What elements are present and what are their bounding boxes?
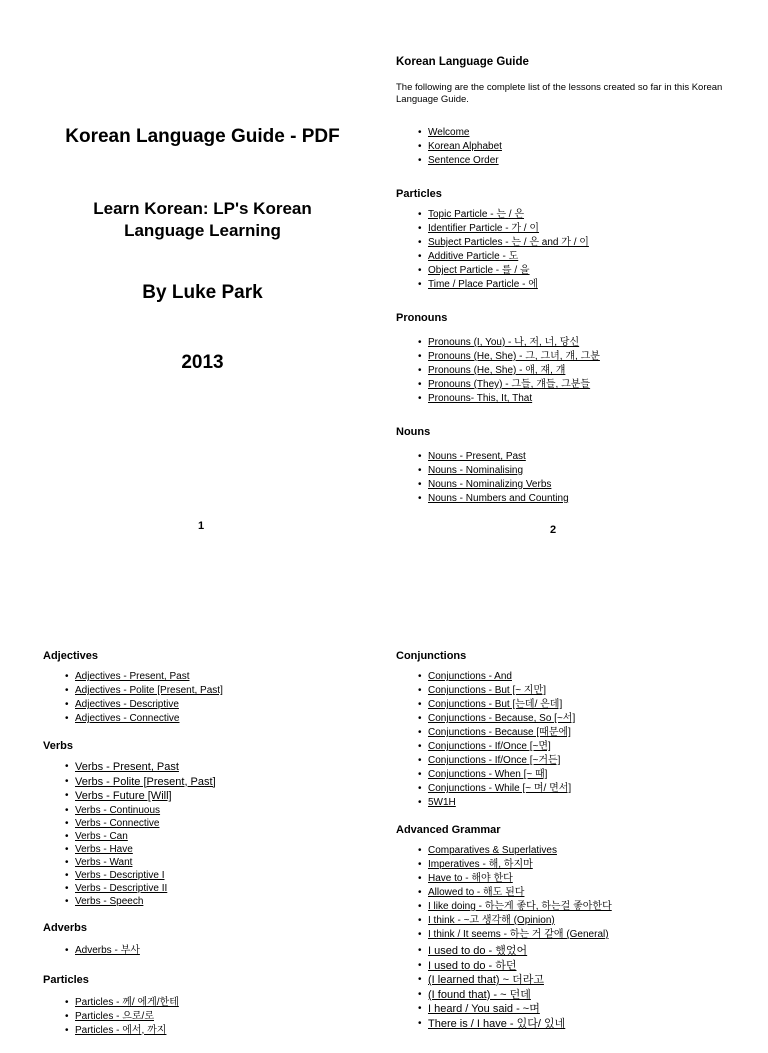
list-item: [75, 996, 373, 1010]
lesson-link[interactable]: Nouns - Present, Past: [428, 451, 526, 462]
lesson-link[interactable]: Adverbs - 부사: [75, 944, 140, 956]
list-item: [428, 712, 746, 726]
section-heading-adjectives: Adjectives: [43, 650, 99, 662]
verbs-list-primary: [43, 760, 373, 804]
lesson-link[interactable]: Verbs - Descriptive II: [75, 882, 168, 894]
lesson-link[interactable]: There is / I have - 있다/ 있네: [428, 1017, 566, 1030]
list-item: [428, 264, 736, 278]
section-heading-nouns: Nouns: [396, 426, 431, 438]
lesson-link[interactable]: Particles - 에서, 까지: [75, 1024, 167, 1036]
list-item: [75, 944, 373, 958]
list-item: [428, 492, 736, 506]
conjunctions-list: [396, 670, 746, 810]
lesson-link[interactable]: Verbs - Descriptive I: [75, 869, 165, 881]
list-item: [428, 236, 736, 250]
list-item: [428, 278, 736, 292]
list-item: [428, 336, 736, 350]
list-item: [75, 869, 373, 882]
lesson-link[interactable]: Verbs - Can: [75, 830, 128, 842]
advanced-grammar-list: [396, 844, 746, 942]
lesson-link[interactable]: Conjunctions - Because [때문에]: [428, 727, 571, 738]
adjectives-list: [43, 670, 373, 726]
lesson-link[interactable]: Conjunctions - But [~ 지만]: [428, 685, 546, 696]
lesson-link[interactable]: Korean Alphabet: [428, 141, 502, 152]
list-item: [428, 754, 746, 768]
lesson-link[interactable]: Object Particle - 를 / 을: [428, 265, 530, 276]
lesson-link[interactable]: I think - ~고 생각해 (Opinion): [428, 915, 555, 926]
cover-page: [40, 126, 365, 374]
section-heading-pronouns: Pronouns: [396, 312, 448, 324]
lesson-link[interactable]: Allowed to - 해도 된다: [428, 887, 525, 898]
list-item: [75, 817, 373, 830]
lesson-link[interactable]: Nouns - Numbers and Counting: [428, 493, 569, 504]
list-item: [75, 775, 373, 790]
lesson-link[interactable]: Particles - 께/ 에게/한테: [75, 996, 179, 1008]
list-item: [75, 712, 373, 726]
list-item: [75, 670, 373, 684]
list-item: [428, 698, 746, 712]
lesson-link[interactable]: I like doing - 하는게 좋다, 하는걸 좋아한다: [428, 901, 612, 912]
lesson-link[interactable]: Particles - 으로/로: [75, 1010, 154, 1022]
list-item: [428, 782, 746, 796]
lesson-link[interactable]: Verbs - Continuous: [75, 804, 161, 816]
nouns-list: [396, 450, 736, 506]
lesson-link[interactable]: Conjunctions - If/Once [~거든]: [428, 755, 561, 766]
list-item: [428, 973, 746, 988]
list-item: [428, 154, 736, 168]
section-heading-particles: Particles: [43, 973, 89, 986]
page-4: [396, 650, 746, 1046]
particles-list: [396, 208, 736, 292]
list-item: [428, 378, 736, 392]
lesson-link[interactable]: I used to do - 하던: [428, 959, 517, 972]
list-item: [75, 804, 373, 817]
list-item: [75, 856, 373, 869]
lesson-link[interactable]: Conjunctions - And: [428, 671, 512, 682]
list-item: [428, 670, 746, 684]
list-item: [75, 882, 373, 895]
adverbs-list: [43, 944, 373, 958]
list-item: [428, 768, 746, 782]
list-item: [75, 1010, 373, 1024]
list-item: [428, 350, 736, 364]
list-item: [428, 1002, 746, 1017]
list-item: [428, 250, 736, 264]
list-item: [428, 726, 746, 740]
page-3: [43, 650, 373, 1053]
lesson-link[interactable]: Adjectives - Polite [Present, Past]: [75, 685, 223, 696]
lesson-link[interactable]: Verbs - Polite [Present, Past]: [75, 775, 216, 788]
page-2: [396, 56, 736, 521]
advanced-grammar-list-continued: [396, 944, 746, 1031]
lesson-link[interactable]: Pronouns (I, You) - 나, 저, 너, 당신: [428, 337, 580, 348]
list-item: [428, 872, 746, 886]
list-item: [75, 1024, 373, 1038]
list-item: [428, 140, 736, 154]
list-item: [428, 222, 736, 236]
lesson-link[interactable]: Nouns - Nominalizing Verbs: [428, 479, 552, 490]
lesson-link[interactable]: Welcome: [428, 127, 470, 138]
lesson-link[interactable]: (I learned that) ~ 더라고: [428, 974, 544, 986]
list-item: [428, 392, 736, 406]
list-item: [428, 364, 736, 378]
lesson-link[interactable]: Conjunctions - If/Once [~면]: [428, 741, 551, 752]
lesson-link[interactable]: Verbs - Present, Past: [75, 761, 179, 773]
page-number: 2: [550, 524, 557, 536]
section-heading-verbs: Verbs: [43, 740, 73, 752]
lesson-link[interactable]: Pronouns (He, She) - 그, 그녀, 걔, 그분: [428, 351, 600, 362]
lesson-link[interactable]: Comparatives & Superlatives: [428, 845, 557, 856]
lesson-link[interactable]: Nouns - Nominalising: [428, 465, 524, 476]
lesson-link[interactable]: (I found that) - ~ 던데: [428, 988, 531, 1001]
list-item: [75, 843, 373, 856]
list-item: [428, 944, 746, 959]
section-heading-advanced-grammar: Advanced Grammar: [396, 824, 501, 836]
list-item: [428, 796, 746, 810]
intro-list: [396, 126, 736, 168]
list-item: [428, 959, 746, 974]
cover-subtitle: Learn Korean: LP's Korean Language Learning: [93, 199, 312, 240]
lesson-link[interactable]: Time / Place Particle - 에: [428, 279, 538, 290]
pronouns-list: [396, 336, 736, 406]
lesson-link[interactable]: Pronouns- This, It, That: [428, 393, 533, 404]
lesson-link[interactable]: Have to - 해야 한다: [428, 873, 513, 884]
lesson-link[interactable]: Pronouns (They) - 그들, 걔들, 그분들: [428, 379, 591, 390]
lesson-link[interactable]: Additive Particle - 도: [428, 251, 519, 262]
list-item: [428, 208, 736, 222]
lesson-link[interactable]: Subject Particles - 는 / 은 and 가 / 이: [428, 237, 589, 248]
intro-text: The following are the complete list of the lessons created so far in this Korean Language Guide.: [396, 82, 723, 105]
lesson-link[interactable]: Verbs - Want: [75, 856, 133, 868]
lesson-link[interactable]: I heard / You said - ~며: [428, 1003, 540, 1015]
cover-title: Korean Language Guide - PDF: [65, 126, 340, 147]
page-number: 1: [198, 520, 205, 532]
list-item: [428, 988, 746, 1003]
lesson-link[interactable]: I think / It seems - 하는 거 같애 (General): [428, 929, 609, 940]
section-heading-adverbs: Adverbs: [43, 921, 88, 934]
lesson-link[interactable]: Identifier Particle - 가 / 이: [428, 223, 540, 234]
lesson-link[interactable]: Conjunctions - When [~ 때]: [428, 769, 548, 780]
list-item: [428, 464, 736, 478]
page-2-title: Korean Language Guide: [396, 56, 529, 68]
lesson-link[interactable]: Adjectives - Descriptive: [75, 699, 179, 710]
lesson-link[interactable]: I used to do - 했었어: [428, 945, 528, 957]
lesson-link[interactable]: Imperatives - 해, 하지마: [428, 859, 533, 870]
list-item: [428, 450, 736, 464]
list-item: [428, 886, 746, 900]
list-item: [428, 478, 736, 492]
lesson-link[interactable]: Conjunctions - But [는데/ 은데]: [428, 699, 563, 710]
list-item: [428, 684, 746, 698]
list-item: [75, 895, 373, 908]
lesson-link[interactable]: Verbs - Speech: [75, 895, 144, 907]
lesson-link[interactable]: Conjunctions - While [~ 며/ 면서]: [428, 783, 572, 794]
lesson-link[interactable]: Verbs - Connective: [75, 817, 160, 829]
cover-year: 2013: [181, 352, 224, 373]
list-item: [428, 126, 736, 140]
lesson-link[interactable]: Verbs - Future [Will]: [75, 790, 172, 802]
list-item: [75, 698, 373, 712]
verbs-list: [43, 804, 373, 908]
lesson-link[interactable]: Adjectives - Present, Past: [75, 671, 190, 682]
lesson-link[interactable]: Adjectives - Connective: [75, 713, 180, 724]
list-item: [428, 740, 746, 754]
lesson-link[interactable]: Topic Particle - 는 / 은: [428, 209, 525, 220]
particles-list: [43, 996, 373, 1038]
cover-author: By Luke Park: [142, 282, 263, 303]
section-heading-particles: Particles: [396, 188, 442, 200]
list-item: [428, 844, 746, 858]
lesson-link[interactable]: Verbs - Have: [75, 843, 133, 855]
list-item: [428, 900, 746, 914]
section-heading-conjunctions: Conjunctions: [396, 650, 467, 662]
list-item: [428, 914, 746, 928]
list-item: [75, 789, 373, 804]
list-item: [428, 928, 746, 942]
lesson-link[interactable]: Pronouns (He, She) - 얘, 쟤, 걔: [428, 365, 566, 376]
list-item: [75, 760, 373, 775]
list-item: [75, 684, 373, 698]
lesson-link[interactable]: 5W1H: [428, 797, 456, 808]
list-item: [428, 858, 746, 872]
lesson-link[interactable]: Conjunctions - Because, So [~서]: [428, 713, 576, 724]
list-item: [75, 830, 373, 843]
lesson-link[interactable]: Sentence Order: [428, 155, 499, 166]
